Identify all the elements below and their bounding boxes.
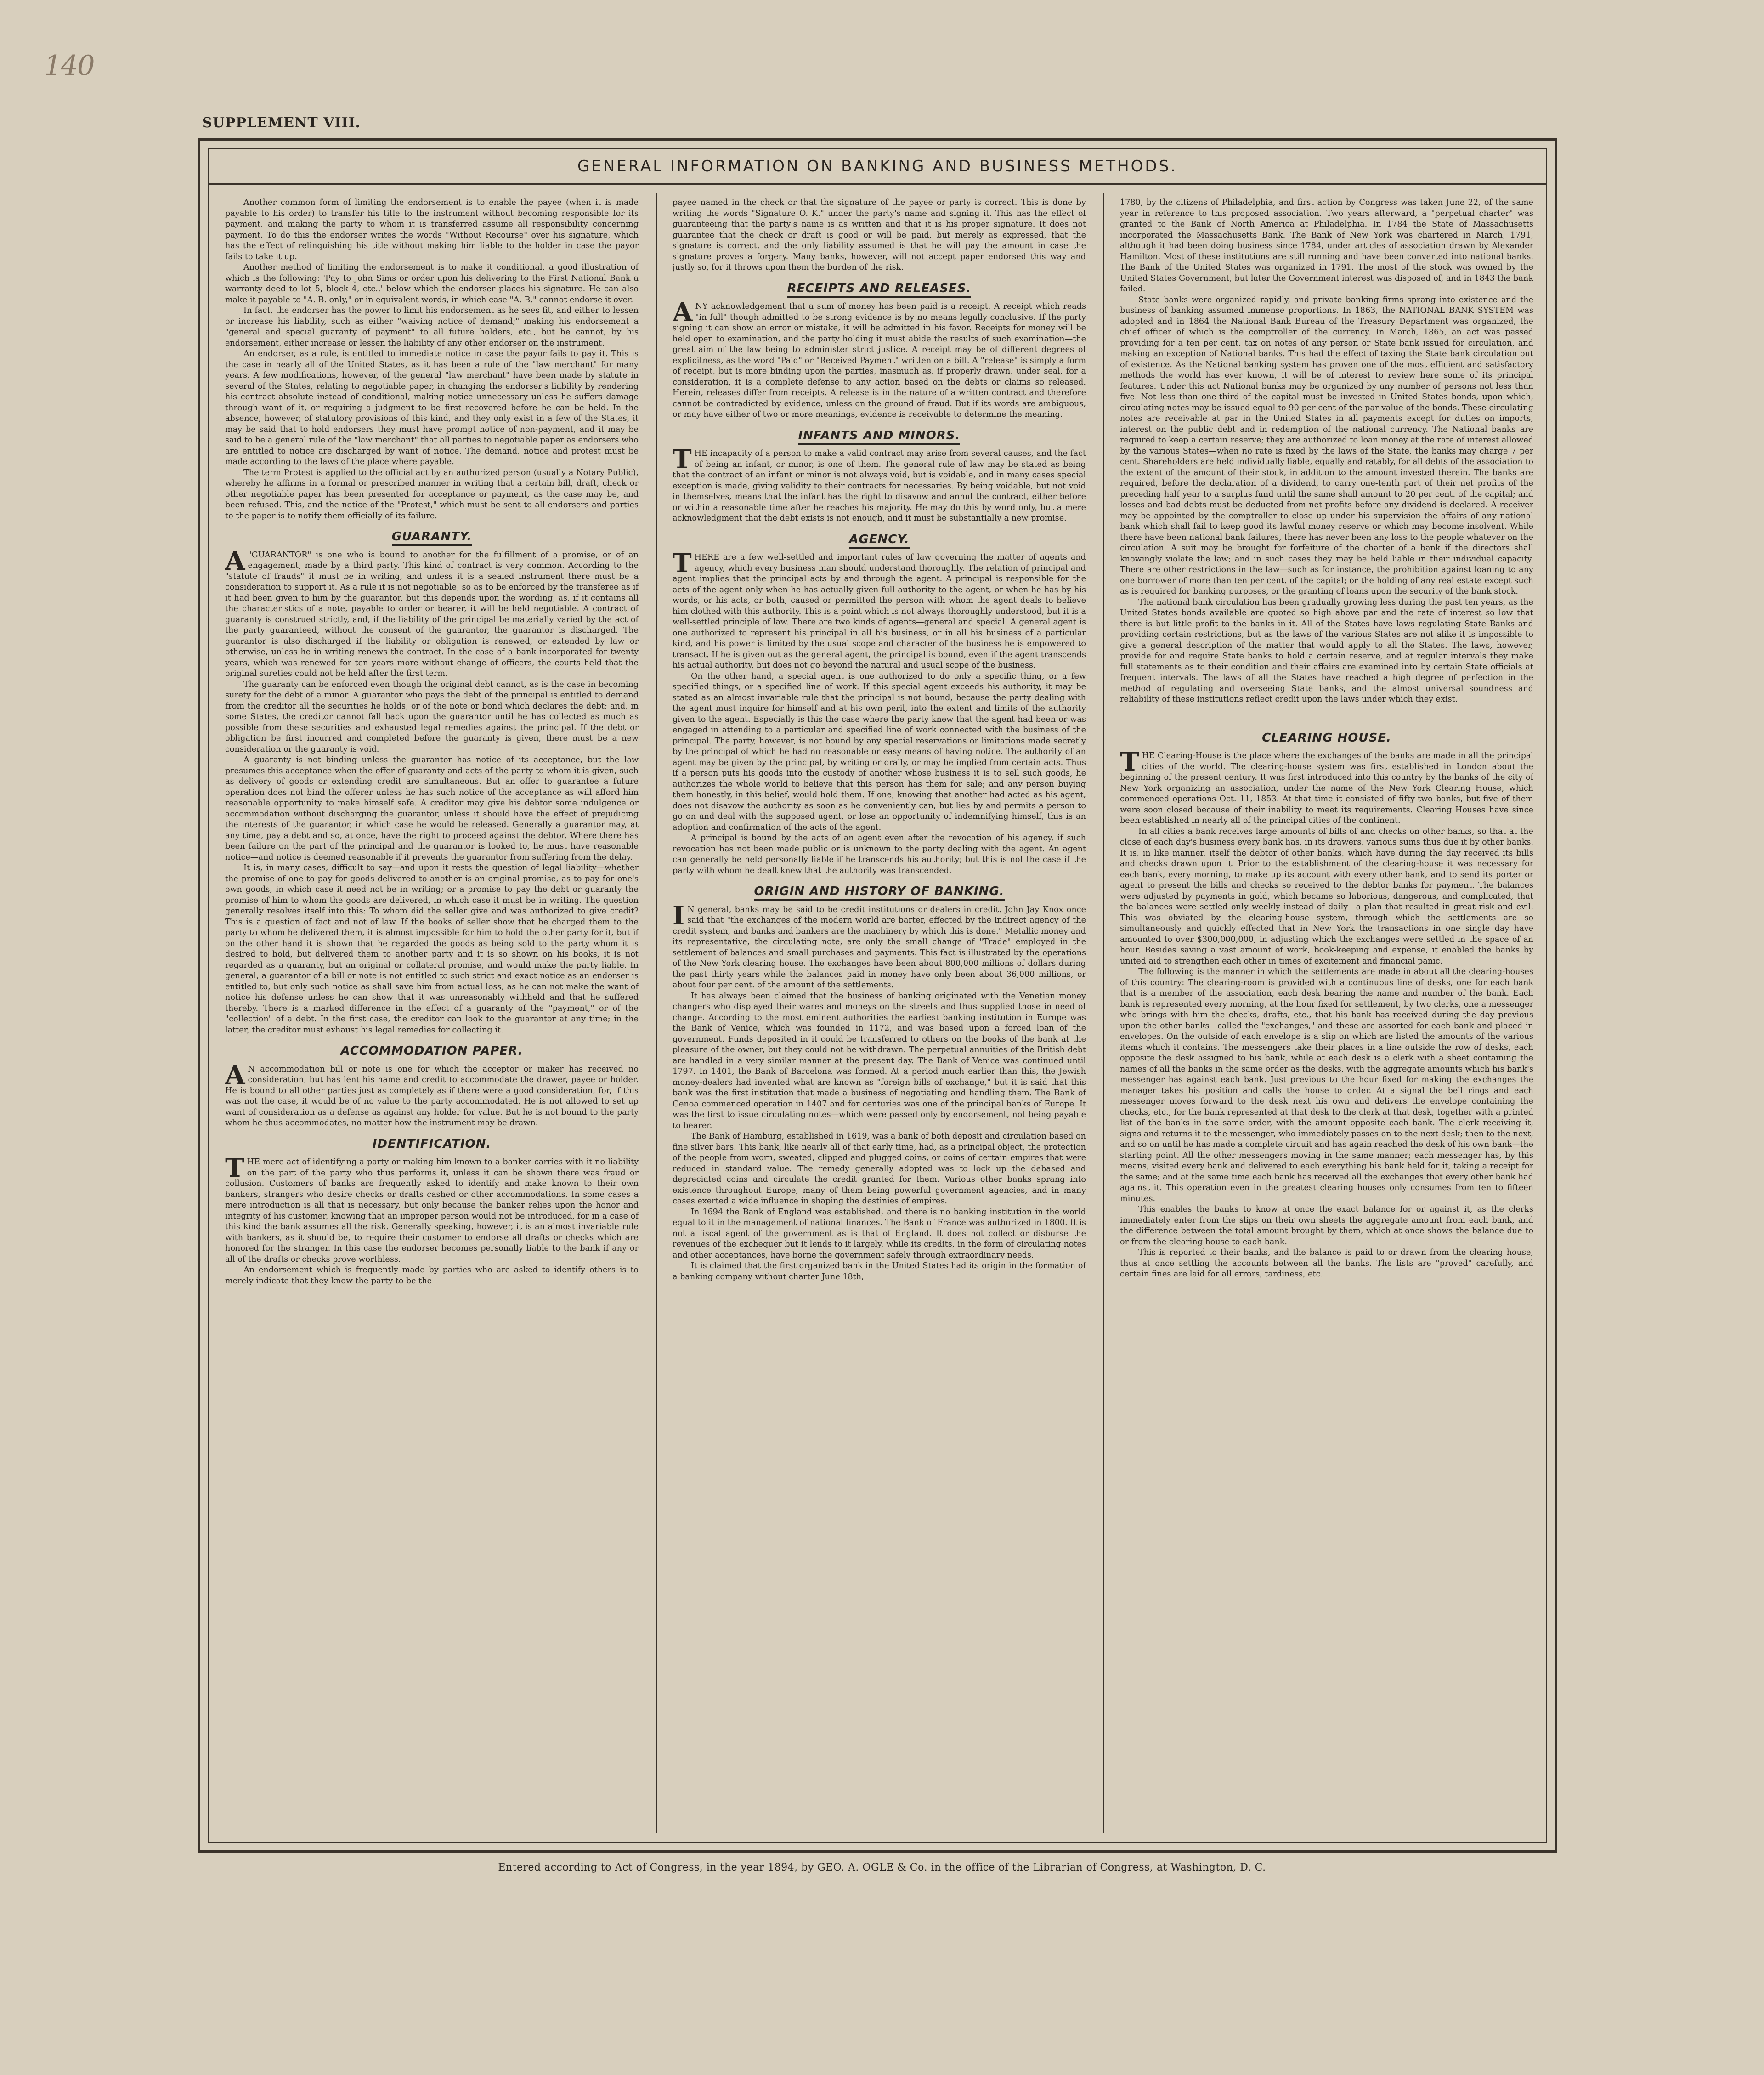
heading-agency: AGENCY. bbox=[673, 534, 1086, 545]
paragraph: In 1694 the Bank of England was established, and there is no banking institution in the world equal to it in the management of national finances. The Bank of France was authorized in 1800. It is not a fiscal agent of the government as is that of England. It does not collect or disburse the revenues of the exchequer but it lends to it largely, while its credits, in the form of circulating notes and other acceptances, have borne the government safely through extraordinary needs. bbox=[673, 1207, 1086, 1260]
clearing-house-section bbox=[1120, 747, 1533, 1280]
paragraph: It is claimed that the first organized bank in the United States had its origin in the formation of a banking company without charter June 18th, bbox=[673, 1261, 1086, 1281]
column-1-intro bbox=[225, 198, 639, 522]
paragraph: The Bank of Hamburg, established in 1619, was a bank of both deposit and circulation based on fine silver bars. This bank, like nearly all of that early time, had, as a principal object, the protection of the people from worn, sweated, clipped and plugged coins, or coins of certain empires that were reduced in standard value. The remedy generally adopted was to lock up the debased and depreciated coins and circulate the credit granted for them. Various other banks sprang into existence throughout Europe, many of them being powerful government agencies, and in many cases exerted a wide influence in shaping the destinies of empires. bbox=[673, 1132, 1086, 1206]
paragraph: A guaranty is not binding unless the guarantor has notice of its acceptance, but the law presumes this acceptance when the offer of guaranty and acts of the party to whom it is given, such as delivery of goods or extending credit are simultaneous. But an offer to guarantee a future operation does not bind the offerer unless he has such notice of the acceptance as will afford him reasonable opportunity to make himself safe. A creditor may give his debtor some indulgence or accommodation without discharging the guarantor, unless it should have the effect of prejudicing the interests of the guarantor, in which case he would be released. Generally a guarantor may, at any time, pay a debt and so, at once, have the right to proceed against the debtor. Where there has been failure on the part of the principal and the guarantor is looked to, he must have reasonable notice—and notice is deemed reasonable if it prevents the guarantor from suffering from the delay. bbox=[225, 755, 639, 862]
supplement-label: SUPPLEMENT VIII. bbox=[202, 115, 361, 131]
drop-cap: A bbox=[673, 297, 693, 328]
paragraph: This enables the banks to know at once the exact balance for or against it, as the clerks immediately enter from the slips on their own sheets the aggregate amount from each bank, and the difference between the total amount brought by them, which at once shows the balance due to or from the clearing house to each bank. bbox=[1120, 1205, 1533, 1247]
drop-cap: T bbox=[673, 444, 692, 475]
origin-section bbox=[673, 900, 1086, 1283]
column-2 bbox=[673, 198, 1086, 1833]
paragraph: THE mere act of identifying a party or making him known to a banker carries with it no liability on the part of the party who thus performs it, unless it can be shown there was fraud or collusion. Customers of banks are frequently asked to identify and make known to their own bankers, strangers who desire checks or drafts cashed or other accommodations. In some cases a mere introduction is all that is necessary, but only because the banker relies upon the honor and integrity of his customer, knowing that an improper person would not be introduced, for in a case of this kind the bank assumes all the risk. Generally speaking, however, it is an almost invariable rule with bankers, as it should be, to require their customer to endorse all drafts or checks which are honored for the stranger. In this case the endorser becomes personally liable to the bank if any or all of the drafts or checks prove worthless. bbox=[225, 1153, 639, 1264]
paragraph: The national bank circulation has been gradually growing less during the past ten years, as the United States bonds available are quoted so high above par and the rate of interest so low that there is but little profit to the banks in it. All of the States have laws regulating State Banks and providing certain restrictions, but as the laws of the various States are not alike it is impossible to give a general description of the matter that would apply to all the States. The laws, however, provide for and require State banks to hold a certain reserve, and at regular intervals they make full statements as to their condition and their affairs are examined into by certain State officials at frequent intervals. The laws of all the States have reached a high degree of perfection in the method of regulating and overseeing State banks, and the almost universal soundness and reliability of these institutions reflect credit upon the laws under which they exist. bbox=[1120, 597, 1533, 704]
paragraph: A N accommodation bill or note is one for which the acceptor or maker has received no consideration, but has lent his name and credit to accommodate the drawer, payee or holder. He is bound to all other parties just as completely as if there were a good consideration, for, if this was not the case, it would be of no value to the party accommodated. He is not allowed to set up want of consideration as a defense as against any holder for value. But he is not bound to the party whom he thus accommodates, no matter how the instrument may be drawn. bbox=[225, 1060, 639, 1128]
paragraph: A "GUARANTOR" is one who is bound to another for the fulfillment of a promise, or of an engagement, made by a third party. This kind of contract is very common. According to the "statute of frauds" it must be in writing, and unless it is a sealed instrument there must be a consideration to support it. As a rule it is not negotiable, so as to be enforced by the transferee as if it had been given to him by the guarantor, but this depends upon the wording, as, if it contains all the characteristics of a note, payable to order or bearer, it will be held negotiable. A contract of guaranty is construed strictly, and, if the liability of the principal be materially varied by the act of the party guaranteed, without the consent of the guarantor, the guarantor is discharged. The guarantor is also discharged if the liability or obligation is renewed, or extended by law or otherwise, unless he in writing renews the contract. In the case of a bank incorporated for twenty years, which was renewed for ten years more without change of officers, the courts held that the original sureties could not be held after the first term. bbox=[225, 545, 639, 678]
paragraph: THE Clearing-House is the place where the exchanges of the banks are made in all the principal cities of the world. The clearing-house system was first established in London about the beginning of the present century. It was first introduced into this country by the banks of the city of New York organizing an association, under the name of the New York Clearing House, which commenced operations Oct. 11, 1853. At that time it consisted of fifty-two banks, but five of them were soon closed because of their inability to meet its requirements. Clearing Houses have since been established in nearly all of the principal cities of the continent. bbox=[1120, 747, 1533, 825]
column-divider-1 bbox=[656, 193, 657, 1833]
identification-section bbox=[225, 1153, 639, 1287]
paragraph: THERE are a few well-settled and important rules of law governing the matter of agents and agency, which every business man should understand thoroughly. The relation of principal and agent implies that the principal acts by and through the agent. A principal is responsible for the acts of the agent only when he has actually given full authority to the agent, or when he has by his words, or his acts, or both, caused or permitted the person with whom the agent deals to believe him clothed with this authority. This is a point which is not always thoroughly understood, but it is a well-settled principle of law. There are two kinds of agents—general and special. A general agent is one authorized to represent his principal in all his business, or in all his business of a particular kind, and his power is limited by the usual scope and character of the business he is empowered to transact. If he is given out as the general agent, the principal is bound, even if the agent transcends his actual authority, but does not go beyond the natural and usual scope of the business. bbox=[673, 548, 1086, 670]
heading-origin-history-banking: ORIGIN AND HISTORY OF BANKING. bbox=[673, 886, 1086, 897]
heading-clearing-house: CLEARING HOUSE. bbox=[1120, 733, 1533, 744]
paragraph: Another common form of limiting the endorsement is to enable the payee (when it is made payable to his order) to transfer his title to the instrument without becoming responsible for its payment, and making the party to whom it is transferred assume all responsibility concerning payment. To do this the endorser writes the words "Without Recourse" over his signature, which has the effect of relinquishing his title without making him liable to the holder in case the payor fails to take it up. bbox=[225, 198, 639, 261]
paragraph: payee named in the check or that the signature of the payee or party is correct. This is done by writing the words "Signature O. K." under the party's name and signing it. This has the effect of guaranteeing that the party's name is as written and that it is his proper signature. It does not guarantee that the check or draft is good or will be paid, but merely as expressed, that the signature is correct, and the only liability assumed is that he will pay the amount in case the signature proves a forgery. Many banks, however, will not accept paper endorsed this way and justly so, for it throws upon them the burden of the risk. bbox=[673, 198, 1086, 272]
paragraph: The term Protest is applied to the official act by an authorized person (usually a Notary Public), whereby he affirms in a formal or prescribed manner in writing that a certain bill, draft, check or other negotiable paper has been presented for acceptance or payment, as the case may be, and been refused. This, and the notice of the "Protest," which must be sent to all endorsers and parties to the paper is to notify them officially of its failure. bbox=[225, 468, 639, 521]
paragraph: I N general, banks may be said to be credit institutions or dealers in credit. John Jay Knox once said that "the exchanges of the modern world are barter, effected by the indirect agency of the credit system, and banks and bankers are the machinery by which this is done." Metallic money and its representative, the circulating note, are only the small change of "Trade" employed in the settlement of balances and small purchases and payments. This fact is illustrated by the operations of the New York clearing house. The exchanges have been about 800,000 millions of dollars during the past thirty years while the balances paid in money have only been about 36,000 millions, or about four per cent. of the amount of the settlements. bbox=[673, 900, 1086, 990]
column-3 bbox=[1120, 198, 1533, 1833]
copyright-footer: Entered according to Act of Congress, in the year 1894, by GEO. A. OGLE & Co. in the office of the Librarian of Congress, at Washington, D. C. bbox=[498, 1862, 1266, 1873]
paragraph: ANY acknowledgement that a sum of money has been paid is a receipt. A receipt which reads "in full" though admitted to be strong evidence is by no means legally conclusive. If the party signing it can show an error or mistake, it will be admitted in his favor. Receipts for money will be held open to examination, and the party holding it must abide the results of such examination—the great aim of the law being to administer strict justice. A receipt may be of different degrees of explicitness, as the word "Paid" or "Received Payment" written on a bill. A "release" is simply a form of receipt, but is more binding upon the parties, inasmuch as, if properly drawn, under seal, for a consideration, it is a complete defense to any action based on the debts or claims so released. Herein, releases differ from receipts. A release is in the nature of a written contract and therefore cannot be contradicted by evidence, unless on the ground of fraud. But if its words are ambiguous, or may have either of two or more meanings, evidence is receivable to determine the meaning. bbox=[673, 297, 1086, 419]
paragraph: In all cities a bank receives large amounts of bills of and checks on other banks, so that at the close of each day's business every bank has, in its drawers, various sums thus due it by other banks. It is, in like manner, itself the debtor of other banks, which have during the day received its bills and checks drawn upon it. Prior to the establishment of the clearing-house it was necessary for each bank, every morning, to make up its account with every other bank, and to send its porter or agent to present the bills and checks so received to the debtor banks for payment. The balances were adjusted by payments in gold, which became so laborious, dangerous, and complicated, that the balances were settled only weekly instead of daily—a plan that resulted in great risk and evil. This was obviated by the clearing-house system, through which the settlements are so simultaneously and quickly effected that in New York the transactions in one single day have amounted to over $300,000,000, in adjusting which the exchanges were settled in the space of an hour. Besides saving a vast amount of work, book-keeping and expense, it enabled the banks by united aid to strengthen each other in times of excitement and financial panic. bbox=[1120, 827, 1533, 966]
paragraph: In fact, the endorser has the power to limit his endorsement as he sees fit, and either to lessen or increase his liability, such as either "waiving notice of demand;" making his endorsement a "general and special guaranty of payment" to all future holders, etc., but he cannot, by his endorsement, either increase or lessen the liability of any other endorser on the instrument. bbox=[225, 306, 639, 348]
paragraph: A principal is bound by the acts of an agent even after the revocation of his agency, if such revocation has not been made public or is unknown to the party dealing with the agent. An agent can generally be held personally liable if he transcends his authority; but this is not the case if the party with whom he dealt knew that the authority was transcended. bbox=[673, 833, 1086, 875]
paragraph: THE incapacity of a person to make a valid contract may arise from several causes, and the fact of being an infant, or minor, is one of them. The general rule of law may be stated as being that the contract of an infant or minor is not always void, but is voidable, and in many cases special exception is made, giving validity to their contracts for necessaries. By being voidable, but not void in themselves, means that the infant has the right to disavow and annul the contract, either before or within a reasonable time after he reaches his majority. He may do this by word only, but a mere acknowledgment that the debt exists is not enough, and it must be substantially a new promise. bbox=[673, 444, 1086, 523]
accommodation-section bbox=[225, 1060, 639, 1129]
paragraph: The guaranty can be enforced even though the original debt cannot, as is the case in becoming surety for the debt of a minor. A guarantor who pays the debt of the principal is entitled to demand from the creditor all the securities he holds, or of the note or bond which declares the debt; and, in some States, the creditor cannot fall back upon the guarantor until he has collected as much as possible from these securities and exhausted legal remedies against the principal. If the debt or obligation be first incurred and completed before the guaranty is given, there must be a new consideration or the guaranty is void. bbox=[225, 680, 639, 754]
paragraph: On the other hand, a special agent is one authorized to do only a specific thing, or a few specified things, or a specified line of work. If this special agent exceeds his authority, it may be stated as an almost invariable rule that the principal is not bound, because the party dealing with the agent must inquire for himself and at his own peril, into the extent and limits of the authority given to the agent. Especially is this the case where the party knew that the agent had been or was engaged in attending to a particular and specified line of work connected with the business of the principal. The party, however, is not bound by any special reservations or limitations made secretly by the principal of which he had no reasonable or easy means of having notice. The authority of an agent may be given by the principal, by writing or orally, or may be implied from certain acts. Thus if a person puts his goods into the custody of another whose business it is to sell such goods, he authorizes the whole world to believe that this person has them for sale; and any person buying them honestly, in this belief, would hold them. If one, knowing that another had acted as his agent, does not disavow the authority as soon as he conveniently can, but lies by and permits a person to go on and deal with the supposed agent, or lose an opportunity of indemnifying himself, this is an adoption and confirmation of the acts of the agent. bbox=[673, 671, 1086, 832]
heading-receipts-releases: RECEIPTS AND RELEASES. bbox=[673, 283, 1086, 295]
heading-guaranty: GUARANTY. bbox=[225, 532, 639, 543]
paragraph: Another method of limiting the endorsement is to make it conditional, a good illustration of which is the following: 'Pay to John Sims or order upon his delivering to the First National Bank a warranty deed to lot 5, block 4, etc.,' below which the endorser places his signature. He can also make it payable to "A. B. only," or in equivalent words, in which case "A. B." cannot endorse it over. bbox=[225, 263, 639, 305]
paragraph: An endorsement which is frequently made by parties who are asked to identify others is to merely indicate that they know the party to be the bbox=[225, 1265, 639, 1286]
pencil-page-number: 140 bbox=[44, 50, 94, 82]
drop-cap: T bbox=[225, 1153, 244, 1183]
guaranty-section bbox=[225, 545, 639, 1036]
paragraph: This is reported to their banks, and the balance is paid to or drawn from the clearing house, thus at once settling the accounts between all the banks. The lists are "proved" carefully, and certain fines are laid for all errors, tardiness, etc. bbox=[1120, 1248, 1533, 1279]
agency-section bbox=[673, 548, 1086, 876]
column-3-intro bbox=[1120, 198, 1533, 705]
page-title: GENERAL INFORMATION ON BANKING AND BUSINESS METHODS. bbox=[208, 148, 1547, 185]
paragraph: State banks were organized rapidly, and private banking firms sprang into existence and the business of banking assumed immense proportions. In 1863, the NATIONAL BANK SYSTEM was adopted and in 1864 the National Bank Bureau of the Treasury Department was organized, the chief officer of which is the comptroller of the currency. In March, 1865, an act was passed providing for a ten per cent. tax on notes of any person or State bank issued for circulation, and making an exception of National banks. This had the effect of taxing the State bank circulation out of existence. As the National banking system has proven one of the most efficient and satisfactory methods the world has ever known, it will be of interest to review here some of its principal features. Under this act National banks may be organized by any number of persons not less than five. Not less than one-third of the capital must be invested in United States bonds, upon which, circulating notes may be issued equal to 90 per cent of the par value of the bonds. These circulating notes are receivable at par in the United States in all payments except for duties on imports, interest on the public debt and in redemption of the national currency. The National banks are required to keep a certain reserve; they are authorized to loan money at the rate of interest allowed by the various States—when no rate is fixed by the laws of the State, the banks may charge 7 per cent. Shareholders are held individually liable, equally and ratably, for all debts of the association to the extent of the amount of their stock, in addition to the amount invested therein. The banks are required, before the declaration of a dividend, to carry one-tenth part of their net profits of the preceding half year to a surplus fund until the same shall amount to 20 per cent. of the capital; and losses and bad debts must be deducted from net profits before any dividend is declared. A receiver may be appointed by the comptroller to close up under his supervision the affairs of any national bank which shall fail to keep good its lawful money reserve or which may become insolvent. While there have been national bank failures, there has never been any loss to the people whatever on the circulation. A suit may be brought for forfeiture of the charter of a bank if the directors shall knowingly violate the law; and in such cases they may be held liable in their individual capacity. There are other restrictions in the law—such as for instance, the prohibition against loaning to any one borrower of more than ten per cent. of the capital; or the holding of any real estate except such as is required for banking purposes, or the granting of loans upon the security of the bank stock. bbox=[1120, 295, 1533, 596]
heading-accommodation-paper: ACCOMMODATION PAPER. bbox=[225, 1046, 639, 1057]
heading-identification: IDENTIFICATION. bbox=[225, 1139, 639, 1150]
infants-section bbox=[673, 444, 1086, 524]
paragraph: 1780, by the citizens of Philadelphia, and first action by Congress was taken June 22, of the same year in reference to this proposed association. Two years afterward, a "perpetual charter" was granted to the Bank of North America at Philadelphia. In 1784 the State of Massachusetts incorporated the Massachusetts Bank. The Bank of New York was chartered in March, 1791, although it had been doing business since 1784, under articles of association drawn by Alexander Hamilton. Most of these institutions are still running and have been converted into national banks. The Bank of the United States was organized in 1791. The most of the stock was owned by the United States Government, but later the Government interest was disposed of, and in 1843 the bank failed. bbox=[1120, 198, 1533, 294]
column-1 bbox=[225, 198, 639, 1833]
paragraph: It is, in many cases, difficult to say—and upon it rests the question of legal liability—whether the promise of one to pay for goods delivered to another is an original promise, as to pay for one's own goods, in which case it need not be in writing; or a promise to pay the debt or guaranty the promise of him to whom the goods are delivered, in which case it must be in writing. The question generally resolves itself into this: To whom did the seller give and was authorized to give credit? This is a question of fact and not of law. If the books of seller show that he charged them to the party to whom he delivered them, it is almost impossible for him to hold the other party for it, but if on the other hand it is shown that he regarded the goods as being sold to the party whom it is desired to hold, but delivered them to another party and it is so shown on his books, it is not regarded as a guaranty, but an original or collateral promise, and would make the party liable. In general, a guarantor of a bill or note is not entitled to such strict and exact notice as an endorser is entitled to, but only such notice as shall save him from actual loss, as he can not make the want of notice his defense unless he can show that it was unreasonably withheld and that he suffered thereby. There is a marked difference in the effect of a guaranty of the "payment," or of the "collection" of a debt. In the first case, the creditor can look to the guarantor at any time; in the latter, the creditor must exhaust his legal remedies for collecting it. bbox=[225, 863, 639, 1035]
paragraph: An endorser, as a rule, is entitled to immediate notice in case the payor fails to pay it. This is the case in nearly all of the United States, as it has been a rule of the "law merchant" for many years. A few modifications, however, of the general "law merchant" have been made by statute in several of the States, relating to negotiable paper, in changing the endorser's liability by rendering his contract absolute instead of conditional, making notice unnecessary unless he suffers damage through want of it, or requiring a judgment to be first recovered before he can be held. In the absence, however, of statutory provisions of this kind, and they only exist in a few of the States, it may be said that to hold endorsers they must have prompt notice of non-payment, and it may be said to be a general rule of the "law merchant" that all parties to negotiable paper as endorsers who are entitled to notice are discharged by want of notice. The demand, notice and protest must be made according to the laws of the place where payable. bbox=[225, 349, 639, 466]
heading-infants-minors: INFANTS AND MINORS. bbox=[673, 431, 1086, 442]
receipts-section bbox=[673, 297, 1086, 420]
paragraph: The following is the manner in which the settlements are made in about all the clearing-houses of this country: The clearing-room is provided with a continuous line of desks, one for each bank that is a member of the association, each desk bearing the name and number of the bank. Each bank is represented every morning, at the hour fixed for settlement, by two clerks, one a messenger who brings with him the checks, drafts, etc., that his bank has received during the day previous upon the other banks—called the "exchanges," and these are assorted for each bank and placed in envelopes. On the outside of each envelope is a slip on which are listed the amounts of the various items which it contains. The messengers take their places in a line outside the row of desks, each opposite the desk assigned to his bank, while at each desk is a clerk with a sheet containing the names of all the banks in the same order as the desks, with the aggregate amounts which his bank's messenger has against each bank. Just previous to the hour fixed for making the exchanges the manager takes his position and calls the house to order. At a signal the bell rings and each messenger moves forward to the desk next his own and delivers the envelope containing the checks, etc., for the bank represented at that desk to the clerk at that desk, together with a printed list of the banks in the same order, with the amount opposite each bank. The clerk receiving it, signs and returns it to the messenger, who immediately passes on to the next desk; then to the next, and so on until he has made a complete circuit and has again reached the desk of his own bank—the starting point. All the other messengers moving in the same manner; each messenger has, by this means, visited every bank and delivered to each everything his bank held for it, taking a receipt for the same; and at the same time each bank has received all the exchanges that every other bank had against it. This operation even in the greatest clearing houses only consumes from ten to fifteen minutes. bbox=[1120, 967, 1533, 1203]
drop-cap: T bbox=[673, 548, 692, 578]
drop-cap: T bbox=[1120, 747, 1139, 777]
column-divider-2 bbox=[1103, 193, 1104, 1833]
drop-cap: I bbox=[673, 900, 685, 931]
drop-cap: A bbox=[225, 545, 245, 576]
drop-cap: A bbox=[225, 1060, 245, 1090]
paragraph: It has always been claimed that the business of banking originated with the Venetian money changers who displayed their wares and moneys on the streets and thus supplied those in need of change. According to the most eminent authorities the earliest banking institution in Europe was the Bank of Venice, which was founded in 1172, and was based upon a forced loan of the government. Funds deposited in it could be transferred to others on the books of the bank at the pleasure of the owner, but they could not be withdrawn. The perpetual annuities of the British debt are handled in a very similar manner at the present day. The Bank of Venice was continued until 1797. In 1401, the Bank of Barcelona was formed. At a period much earlier than this, the Jewish money-dealers had invented what are known as "foreign bills of exchange," but it is said that this bank was the first institution that made a business of negotiating and handling them. The Bank of Genoa commenced operation in 1407 and for centuries was one of the principal banks of Europe. It was the first to issue circulating notes—which were passed only by endorsement, not being payable to bearer. bbox=[673, 991, 1086, 1130]
column-2-intro bbox=[673, 198, 1086, 273]
